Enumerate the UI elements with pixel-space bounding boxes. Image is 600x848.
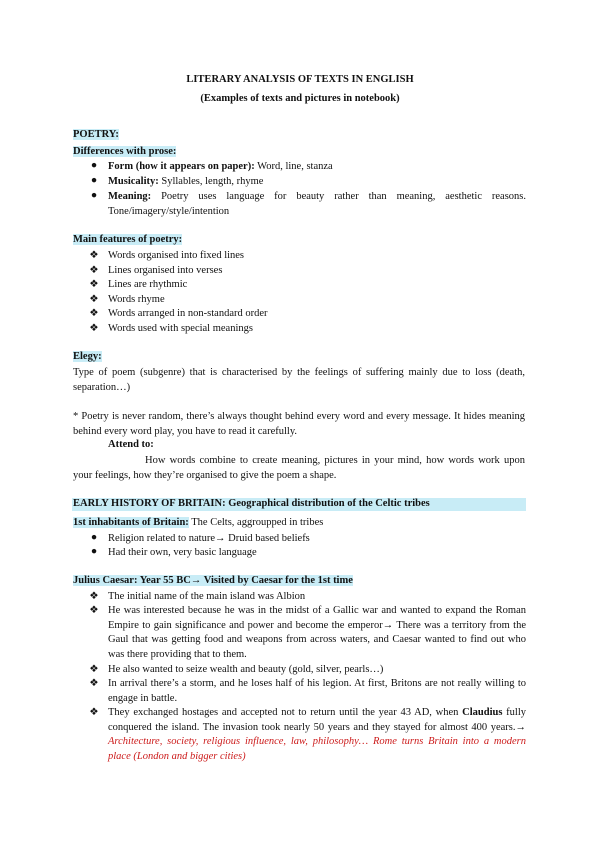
feature-item: Words organised into fixed lines <box>108 250 245 261</box>
inhabitants-line <box>73 517 323 528</box>
features-heading-text: Main features of poetry: <box>73 234 183 245</box>
bullet-diamond-icon: ❖ <box>89 250 99 261</box>
difference-item-form <box>108 160 526 175</box>
caesar-heading-text: Julius Caesar: Year 55 BC→ Visited by Caesar for the 1st time <box>73 575 353 586</box>
bullet-diamond-icon: ❖ <box>89 308 99 319</box>
inhabitants-label: 1st inhabitants of Britain: <box>73 517 189 528</box>
feature-item: Words used with special meanings <box>108 323 253 334</box>
bullet-diamond-icon: ❖ <box>89 279 99 290</box>
bullet-diamond-icon: ❖ <box>89 707 99 718</box>
differences-heading-text: Differences with prose: <box>73 146 177 157</box>
claudius-name: Claudius <box>462 707 503 718</box>
attend-to-text: How words combine to create meaning, pictures in your mind, how words work upon your feelings, how they’re organised to give the poem a shape. <box>73 455 525 481</box>
difference-label: Form (how it appears on paper): <box>108 161 255 172</box>
inhabitants-text: The Celts, aggroupped in tribes <box>188 517 324 528</box>
poetry-note: * Poetry is never random, there’s always thought behind every word and every message. It hides meaning behind every word play, you have to read it carefully. <box>73 411 525 437</box>
bullet-dot-icon: ● <box>90 160 98 171</box>
bullet-diamond-icon: ❖ <box>89 605 99 616</box>
britain-heading: EARLY HISTORY OF BRITAIN: Geographical distribution of the Celtic tribes <box>73 498 430 509</box>
claudius-text-b: fully conquered the island. The invasion took nearly 50 years and they stayed for almost 400 years.→ <box>108 707 526 733</box>
bullet-diamond-icon: ❖ <box>89 678 99 689</box>
caesar-item: He was interested because he was in the midst of a Gallic war and wanted to expand the Roman Empire to gain significance and power and become the emperor→ There was a territory from the Gaul that was getting food and weapons from across waters, and Caesar wanted to find out who was there providing that to them. <box>108 605 526 660</box>
bullet-diamond-icon: ❖ <box>89 591 99 602</box>
elegy-heading-text: Elegy: <box>73 351 102 362</box>
difference-text: Syllables, length, rhyme <box>158 176 264 187</box>
difference-label: Musicality: <box>108 176 159 187</box>
features-heading <box>73 234 182 245</box>
inhabitants-item: Had their own, very basic language <box>108 547 257 558</box>
document-subtitle: (Examples of texts and pictures in notebook) <box>200 93 400 104</box>
difference-item-meaning <box>108 190 526 219</box>
bullet-diamond-icon: ❖ <box>89 664 99 675</box>
elegy-text: Type of poem (subgenre) that is characterised by the feelings of suffering mainly due to loss (death, separation…) <box>73 367 525 393</box>
document-title: LITERARY ANALYSIS OF TEXTS IN ENGLISH <box>186 74 414 85</box>
inhabitants-item: Religion related to nature→ Druid based beliefs <box>108 533 310 544</box>
bullet-diamond-icon: ❖ <box>89 323 99 334</box>
differences-heading <box>73 146 176 157</box>
bullet-dot-icon: ● <box>90 532 98 543</box>
bullet-dot-icon: ● <box>90 190 98 201</box>
caesar-item-last <box>108 706 526 764</box>
bullet-diamond-icon: ❖ <box>89 294 99 305</box>
caesar-item: He also wanted to seize wealth and beauty (gold, silver, pearls…) <box>108 664 384 675</box>
poetry-heading <box>73 129 119 140</box>
feature-item: Lines organised into verses <box>108 265 223 276</box>
bullet-diamond-icon: ❖ <box>89 265 99 276</box>
attend-to-label: Attend to: <box>108 439 154 450</box>
difference-text: Word, line, stanza <box>254 161 333 172</box>
feature-item: Words arranged in non-standard order <box>108 308 268 319</box>
difference-label: Meaning: <box>108 191 152 202</box>
caesar-item: In arrival there’s a storm, and he loses half of his legion. At first, Britons are not really willing to engage in battle. <box>108 678 526 704</box>
bullet-dot-icon: ● <box>90 546 98 557</box>
rome-influence-text: Architecture, society, religious influence, law, philosophy… Rome turns Britain into a modern place (London and bigger cities) <box>108 736 526 762</box>
caesar-heading <box>73 575 353 586</box>
elegy-heading <box>73 351 102 362</box>
difference-text: Poetry uses language for beauty rather than meaning, aesthetic reasons. Tone/imagery/style/intention <box>108 191 526 217</box>
difference-item-musicality <box>108 175 526 190</box>
claudius-text-a: They exchanged hostages and accepted not to return until the year 43 AD, when <box>108 707 463 718</box>
bullet-dot-icon: ● <box>90 175 98 186</box>
feature-item: Lines are rhythmic <box>108 279 188 290</box>
caesar-item: The initial name of the main island was Albion <box>108 591 306 602</box>
poetry-heading-text: POETRY: <box>73 129 119 140</box>
feature-item: Words rhyme <box>108 294 165 305</box>
